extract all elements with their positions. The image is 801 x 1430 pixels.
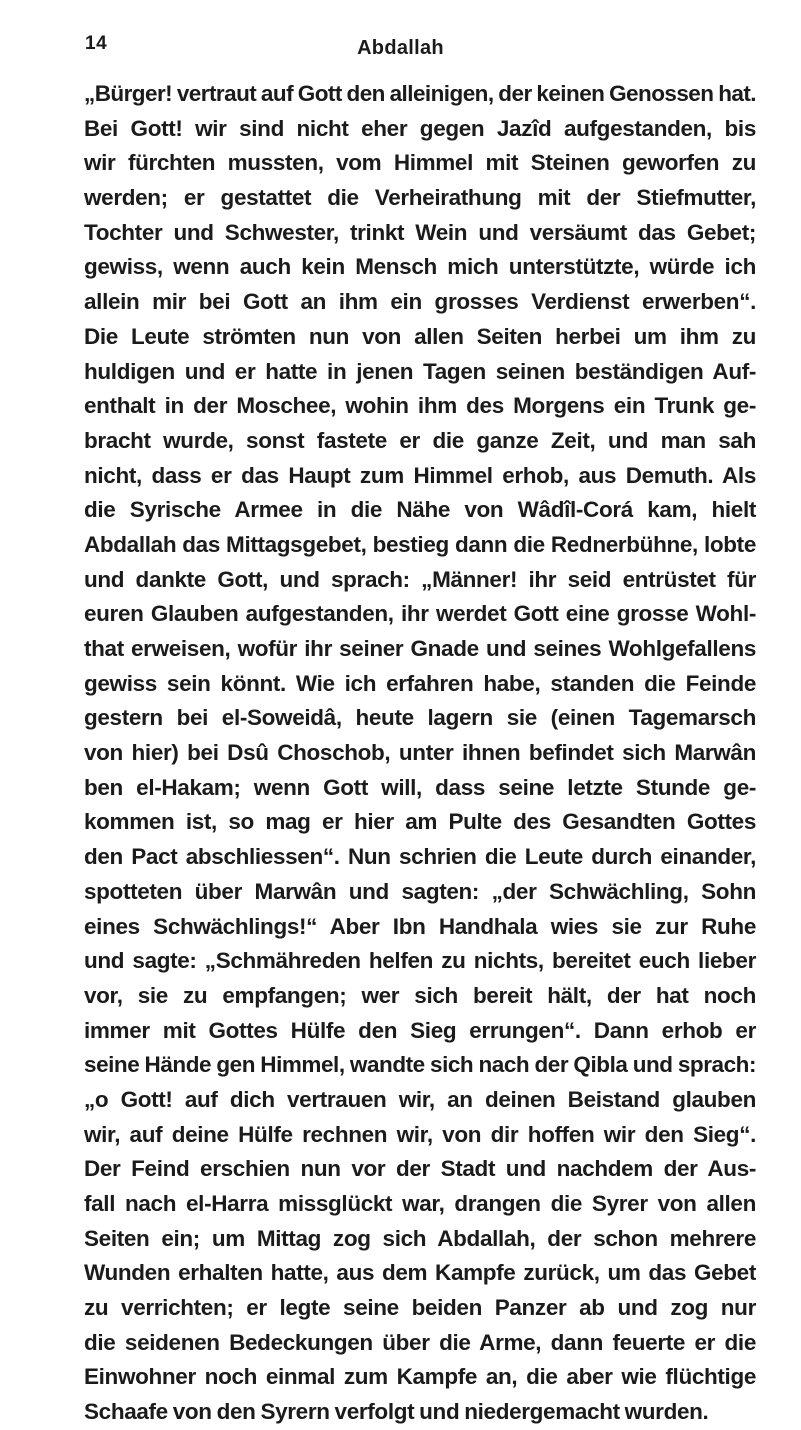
text-line: werden; er gestattet die Verheirathung mit der Stiefmutter,: [84, 185, 756, 211]
text-line: immer mit Gottes Hülfe den Sieg errungen“. Dann erhob er: [84, 1017, 756, 1043]
running-title: Abdallah: [357, 37, 444, 59]
text-line: die seidenen Bedeckungen über die Arme, dann feuerte er die: [84, 1329, 756, 1355]
text-line: wir fürchten mussten, vom Himmel mit Steinen geworfen zu: [84, 150, 756, 176]
text-line: und dankte Gott, und sprach: „Männer! ihr seid entrüstet für: [84, 566, 756, 592]
text-line: Abdallah das Mittagsgebet, bestieg dann die Rednerbühne, lobte: [84, 531, 756, 557]
text-line: ben el-Hakam; wenn Gott will, dass seine letzte Stunde ge-: [84, 774, 756, 800]
text-line: die Syrische Armee in die Nähe von Wâdîl-Corá kam, hielt: [84, 497, 756, 523]
text-line: Der Feind erschien nun vor der Stadt und nachdem der Aus-: [84, 1156, 756, 1182]
text-line: den Pact abschliessen“. Nun schrien die Leute durch einander,: [84, 844, 756, 870]
text-line: gewiss sein könnt. Wie ich erfahren habe, standen die Feinde: [84, 670, 756, 696]
text-line: von hier) bei Dsû Choschob, unter ihnen befindet sich Marwân: [84, 740, 756, 766]
text-line: that erweisen, wofür ihr seiner Gnade und seines Wohlgefallens: [84, 636, 756, 661]
text-line: allein mir bei Gott an ihm ein grosses Verdienst erwerben“.: [84, 289, 756, 315]
text-line: vor, sie zu empfangen; wer sich bereit hält, der hat noch: [84, 982, 756, 1008]
text-line: „o Gott! auf dich vertrauen wir, an deinen Beistand glauben: [84, 1086, 756, 1112]
text-line: eines Schwächlings!“ Aber Ibn Handhala wies sie zur Ruhe: [84, 913, 756, 939]
text-line: huldigen und er hatte in jenen Tagen seinen beständigen Auf-: [84, 358, 756, 384]
text-line: „Bürger! vertraut auf Gott den alleinigen, der keinen Genossen hat.: [84, 81, 756, 106]
text-line: spotteten über Marwân und sagten: „der Schwächling, Sohn: [84, 878, 756, 904]
text-line: Einwohner noch einmal zum Kampfe an, die aber wie flüchtige: [84, 1364, 756, 1390]
text-line: euren Glauben aufgestanden, ihr werdet Gott eine grosse Wohl-: [84, 601, 756, 627]
text-line: Schaafe von den Syrern verfolgt und niedergemacht wurden.: [84, 1399, 709, 1425]
text-line: bracht wurde, sonst fastete er die ganze Zeit, und man sah: [84, 427, 756, 453]
text-line: nicht, dass er das Haupt zum Himmel erhob, aus Demuth. Als: [84, 462, 756, 488]
body-text: [84, 77, 756, 1430]
text-line: enthalt in der Moschee, wohin ihm des Morgens ein Trunk ge-: [84, 393, 756, 419]
text-line: gestern bei el-Soweidâ, heute lagern sie (einen Tagemarsch: [84, 705, 756, 731]
text-line: zu verrichten; er legte seine beiden Panzer ab und zog nur: [84, 1295, 756, 1321]
text-line: wir, auf deine Hülfe rechnen wir, von dir hoffen wir den Sieg“.: [84, 1121, 756, 1147]
text-line: und sagte: „Schmähreden helfen zu nichts, bereitet euch lieber: [84, 948, 756, 974]
text-line: Seiten ein; um Mittag zog sich Abdallah, der schon mehrere: [84, 1225, 756, 1251]
text-line: fall nach el-Harra missglückt war, drangen die Syrer von allen: [84, 1191, 756, 1216]
page-number: 14: [85, 33, 108, 54]
text-line: Die Leute strömten nun von allen Seiten herbei um ihm zu: [84, 323, 756, 349]
text-line: Wunden erhalten hatte, aus dem Kampfe zurück, um das Gebet: [84, 1260, 756, 1286]
text-line: seine Hände gen Himmel, wandte sich nach der Qibla und sprach:: [84, 1052, 756, 1078]
text-line: kommen ist, so mag er hier am Pulte des Gesandten Gottes: [84, 809, 756, 835]
text-line: Bei Gott! wir sind nicht eher gegen Jazîd aufgestanden, bis: [84, 115, 756, 141]
text-line: gewiss, wenn auch kein Mensch mich unterstützte, würde ich: [84, 254, 756, 280]
text-line: Tochter und Schwester, trinkt Wein und versäumt das Gebet;: [84, 219, 756, 245]
